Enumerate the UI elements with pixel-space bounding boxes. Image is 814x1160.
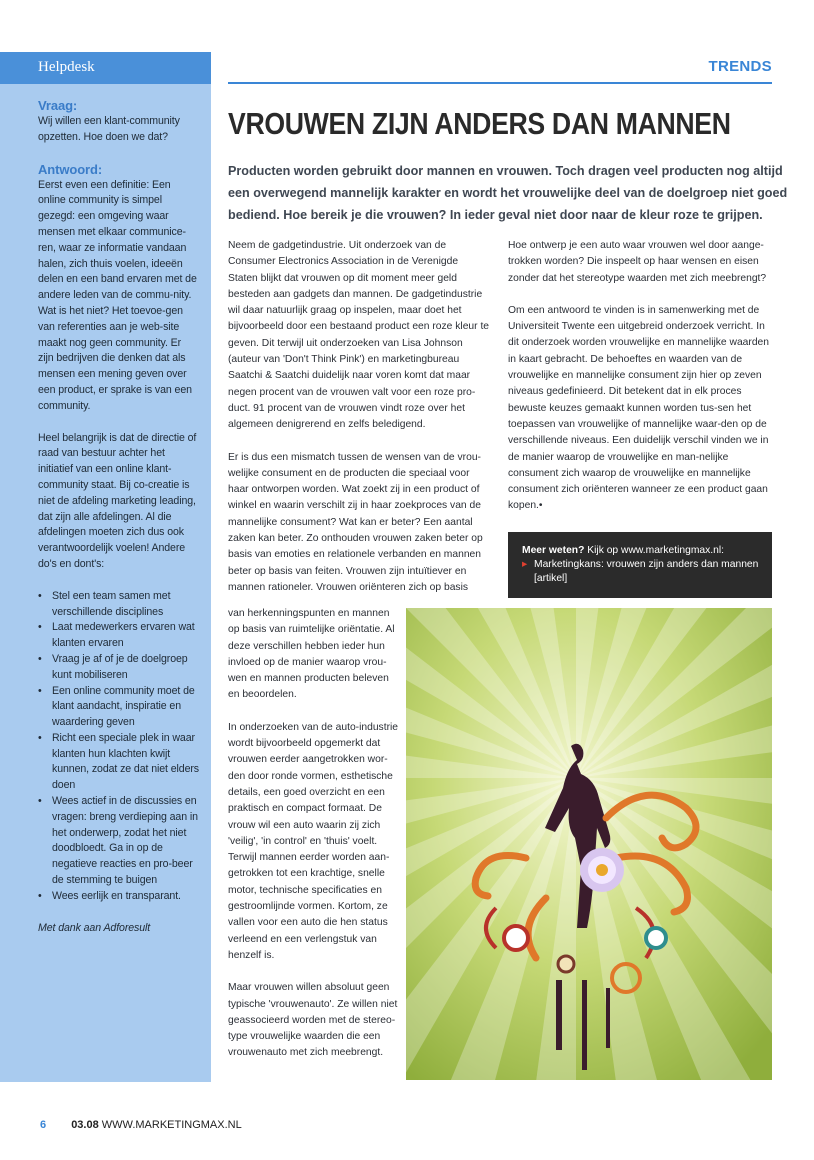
more-info-link[interactable]: ▸ Marketingkans: vrouwen zijn anders dan mannen [artikel] — [522, 558, 762, 586]
page-number: 6 — [40, 1119, 47, 1131]
issue-number: 03.08 — [71, 1119, 99, 1131]
sidebar-credit: Met dank aan Adforesult — [38, 921, 151, 934]
body-text: Om een antwoord te vinden is in samenwerking met de Universiteit Twente een uitgebreid onderzoek verricht. In dit onderzoek worden vrouwelijke en mannelijke waarden in kaart gebracht. De behoeftes en waarden van de vrouwelijke en mannelijke consument zijn hier op zeven niveaus gedefinieerd. Dit betekent dat in elk proces bewuste keuzes gemaakt kunnen worden tus-sen het toepassen van vrouwelijke of mannelijke waar-den op de verschillende niveaus. Een duidelijk verschil vinden we in de manier waarop de vrouwelijke en man-nelijke consument zich waarop de vrouwelijke en mannelijke consument zich oriënteren wanneer ze een product gaan kopen. — [508, 304, 770, 512]
answer-paragraph-2: Heel belangrijk is dat de directie of raad van bestuur achter het initiatief van een online klant-community staat. Bij co-creatie is niet de afdeling marketing leading, dat zijn alle afdelingen. Al die afdelingen moeten zich dus ook verantwoordelijk voelen! Andere do's en dont's: — [38, 431, 197, 570]
article-title: VROUWEN ZIJN ANDERS DAN MANNEN — [228, 106, 731, 141]
woman-floral-illustration — [406, 608, 772, 1080]
article-column-1 — [228, 238, 490, 612]
body-paragraph: Maar vrouwen willen absoluut geen typische 'vrouwenauto'. Ze willen niet geassocieerd worden met de stereo-type vrouwelijke waarden die een vrouwenauto met zich meebrengt. — [228, 982, 398, 1059]
more-info-label: Meer weten? — [522, 545, 585, 556]
tips-list — [38, 589, 199, 905]
list-item: • Laat medewerkers ervaren wat klanten ervaren — [38, 620, 199, 652]
body-paragraph — [508, 303, 774, 515]
helpdesk-sidebar — [0, 52, 211, 1082]
question-label: Vraag: — [38, 98, 78, 113]
list-item: • Richt een speciale plek in waar klanten hun klachten kwijt kunnen, zodat ze dat niet elders doen — [38, 731, 199, 794]
article-column-2 — [508, 238, 774, 531]
body-paragraph: Er is dus een mismatch tussen de wensen van de vrou-welijke consument en de producten die speciaal voor haar ontworpen worden. Wat zoekt zij in een product of winkel en waarin verschilt zij in haar zoekproces van de mannelijke consument? Wat kan er beter? Een aantal zaken kan beter. Zo onthouden vrouwen zaken beter op basis van emoties en relationele verbanden en mannen beter op basis van feiten. Vrouwen zijn intuïtiever en mannen rationeler. Vrouwen oriënteren zich op basis — [228, 451, 483, 593]
section-label: TRENDS — [708, 58, 772, 75]
list-item: • Een online community moet de klant aandacht, inspiratie en waardering geven — [38, 684, 199, 731]
more-info-text: Kijk op www.marketingmax.nl: — [587, 545, 725, 556]
footer-site: WWW.MARKETINGMAX.NL — [101, 1119, 242, 1131]
more-info-box — [508, 532, 772, 598]
body-paragraph: Hoe ontwerp je een auto waar vrouwen wel door aange-trokken worden? Die inspeelt op haar wensen en eisen zonder dat het stereotype waarden met zich meebrengt? — [508, 240, 767, 284]
body-paragraph: In onderzoeken van de auto-industrie wordt bijvoorbeeld opgemerkt dat vrouwen eerder aangetrokken wor-den door ronde vormen, esthetische details, een goed overzicht en een praktisch en compact formaat. De vrouw wil een auto waarin zij zich 'veilig', 'in control' en 'thuis' voelt. Terwijl mannen eerder worden aan-getrokken tot een krachtige, snelle motor, technische specificaties en gestroomlijnde vormen. Kortom, ze vallen voor een auto die hen status verleend en een verlengstuk van henzelf is. — [228, 721, 399, 961]
end-mark: • — [538, 500, 543, 512]
page-footer — [40, 1119, 242, 1131]
list-item: • Wees actief in de discussies en vragen: breng verdieping aan in het onderwerp, zodat het niet doodbloedt. Ga in op de negatieve reacties en pro-beer de stemming te buigen — [38, 794, 199, 889]
list-item: • Stel een team samen met verschillende disciplines — [38, 589, 199, 621]
answer-label: Antwoord: — [38, 161, 103, 177]
body-paragraph: Neem de gadgetindustrie. Uit onderzoek van de Consumer Electronics Association in de Verenigde Staten blijkt dat vrouwen op dit moment meer geld besteden aan gadgets dan mannen. De gadgetindustrie wil daar natuurlijk graag op inspelen, maar doet het bijvoorbeeld door een bestaand product een roze kleur te geven. Dit terwijl uit onderzoeken van Lisa Johnson (auteur van 'Don't Think Pink') en marketingbureau Saatchi & Saatchi duidelijk naar voren komt dat maar negen procent van de vrouwen valt voor een roze pro-duct. 91 procent van de vrouwen vindt roze over het algemeen denigrerend en zelfs beledigend. — [228, 240, 490, 431]
answer-paragraph-1: Eerst even een definitie: Een online community is simpel gezegd: een omgeving waar mensen met elkaar communice-ren, waar ze informatie vandaan halen, zich thuis voelen, ideeën delen en een band ervaren met de andere leden van de commu-nity. Wat is het niet? Het toevoe-gen van referenties aan je web-site maakt nog geen community. Er zijn bedrijven die denken dat als mensen een mening geven over een product, er sprake is van een community. — [38, 178, 197, 412]
article-column-1-continued — [228, 606, 400, 1078]
question-text: Wij willen een klant-community opzetten. Hoe doen we dat? — [38, 115, 180, 143]
header-divider — [228, 82, 772, 84]
body-paragraph: van herkenningspunten en mannen op basis van ruimtelijke oriëntatie. Al deze verschillen hebben ieder hun invloed op de manier waarop vrou-wen en mannen producten beleven en beoordelen. — [228, 608, 395, 701]
sidebar-title: Helpdesk — [0, 52, 211, 84]
list-item: • Vraag je af of je de doelgroep kunt mobiliseren — [38, 652, 199, 684]
list-item: • Wees eerlijk en transparant. — [38, 889, 199, 905]
sidebar-body — [0, 84, 211, 936]
article-lead: Producten worden gebruikt door mannen en vrouwen. Toch dragen veel producten nog altijd een overwegend mannelijk karakter en wordt het vrouwelijke deel van de doelgroep niet goed bediend. Hoe bereik je die vrouwen? In ieder geval niet door naar de kleur roze te grijpen. — [228, 164, 788, 222]
